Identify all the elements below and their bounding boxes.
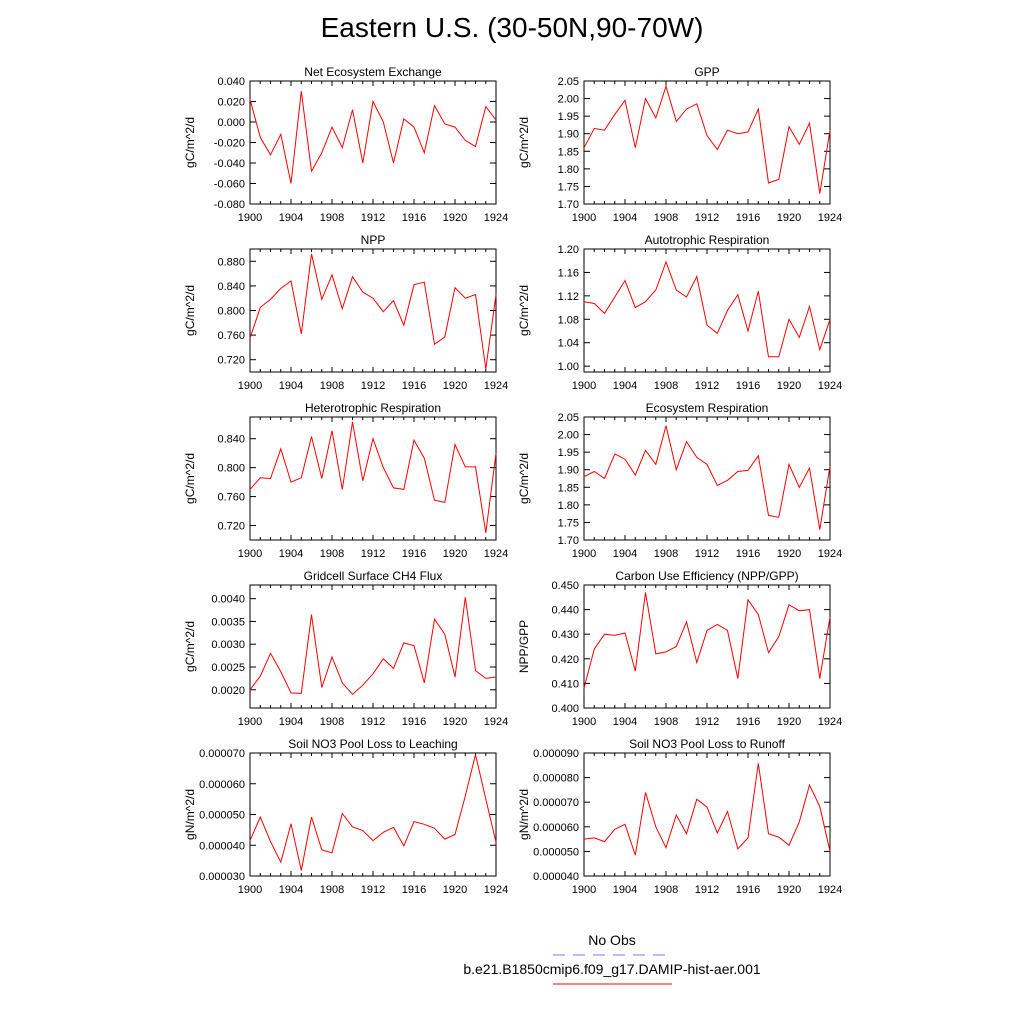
panel-8-title: Carbon Use Efficiency (NPP/GPP) <box>615 569 799 583</box>
panel-1-ytick-label: -0.040 <box>213 158 245 170</box>
panel-3-title: NPP <box>360 233 386 247</box>
panel-3-ytick-label: 0.880 <box>217 256 245 269</box>
panel-5-ylabel: gC/m^2/d <box>183 453 197 504</box>
panel-8-xtick-label: 1900 <box>571 716 597 728</box>
panel-6-xtick-label: 1912 <box>694 548 720 560</box>
panel-3-ylabel: gC/m^2/d <box>183 285 197 336</box>
panel-8-xtick-label: 1916 <box>735 716 761 728</box>
panel-8-ytick-label: 0.430 <box>551 629 579 642</box>
panel-10-ytick-label: 0.000060 <box>533 821 579 834</box>
panel-1-xtick-label: 1904 <box>278 212 304 224</box>
main-title: Eastern U.S. (30-50N,90-70W) <box>320 12 704 43</box>
panel-7-ytick-label: 0.0030 <box>211 639 245 652</box>
panel-2-ytick-label: 1.90 <box>557 128 579 141</box>
panel-7-ytick-label: 0.0020 <box>211 684 245 697</box>
panel-3-xtick-label: 1924 <box>483 380 509 392</box>
panel-5-xtick-label: 1924 <box>483 548 509 560</box>
panel-7-ytick-label: 0.0025 <box>211 662 245 674</box>
panel-1-xtick-label: 1908 <box>319 212 345 224</box>
panel-9-ytick-label: 0.000040 <box>199 840 245 853</box>
panel-1-ytick-label: 0.000 <box>217 117 245 129</box>
panel-7-ytick-label: 0.0040 <box>211 593 245 606</box>
panel-9-ylabel: gN/m^2/d <box>183 789 197 840</box>
panel-2-ytick-label: 1.85 <box>557 146 579 159</box>
panel-8-ytick-label: 0.440 <box>551 604 579 617</box>
panel-10-title: Soil NO3 Pool Loss to Runoff <box>629 737 785 751</box>
panel-9-ytick-label: 0.000050 <box>199 809 245 822</box>
panel-1-ytick-label: 0.040 <box>217 76 245 88</box>
panel-2-ytick-label: 1.70 <box>557 199 579 211</box>
panel-4-xtick-label: 1904 <box>612 380 638 392</box>
panel-4-xtick-label: 1920 <box>776 380 802 392</box>
panel-5-ytick-label: 0.720 <box>217 520 245 533</box>
panel-1-xtick-label: 1920 <box>442 212 468 224</box>
panel-3-xtick-label: 1900 <box>237 380 263 392</box>
panel-10-ylabel: gN/m^2/d <box>517 789 531 840</box>
panel-2-xtick-label: 1916 <box>735 212 761 224</box>
panel-1-ytick-label: -0.020 <box>213 137 245 150</box>
panel-10-ytick-label: 0.000090 <box>533 748 579 760</box>
panel-10-ytick-label: 0.000070 <box>533 797 579 810</box>
panel-4-xtick-label: 1912 <box>694 380 720 392</box>
panel-3-xtick-label: 1920 <box>442 380 468 392</box>
panel-4-ytick-label: 1.04 <box>557 337 579 350</box>
panel-9-xtick-label: 1900 <box>237 884 263 896</box>
panel-1-title: Net Ecosystem Exchange <box>304 65 442 79</box>
panel-9-xtick-label: 1920 <box>442 884 468 896</box>
panel-7-xtick-label: 1912 <box>360 716 386 728</box>
panel-2-xtick-label: 1924 <box>817 212 843 224</box>
panel-5-xtick-label: 1912 <box>360 548 386 560</box>
panel-5-xtick-label: 1920 <box>442 548 468 560</box>
panel-4-ytick-label: 1.00 <box>557 361 579 374</box>
panel-4-xtick-label: 1908 <box>653 380 679 392</box>
panel-3-ytick-label: 0.720 <box>217 354 245 367</box>
panel-1-ylabel: gC/m^2/d <box>183 117 197 168</box>
panel-5-title: Heterotrophic Respiration <box>304 401 442 415</box>
panel-10-ytick-label: 0.000080 <box>533 772 579 785</box>
panel-10-xtick-label: 1908 <box>653 884 679 896</box>
panel-9-xtick-label: 1912 <box>360 884 386 896</box>
panel-10-xtick-label: 1904 <box>612 884 638 896</box>
panel-3-xtick-label: 1904 <box>278 380 304 392</box>
panel-8-xtick-label: 1904 <box>612 716 638 728</box>
panel-1-xtick-label: 1916 <box>401 212 427 224</box>
panel-10-xtick-label: 1900 <box>571 884 597 896</box>
panel-2-ytick-label: 1.80 <box>557 163 579 176</box>
panel-8-xtick-label: 1924 <box>817 716 843 728</box>
panel-4-xtick-label: 1900 <box>571 380 597 392</box>
panel-6-title: Ecosystem Respiration <box>645 401 769 415</box>
panel-8-ytick-label: 0.410 <box>551 678 579 691</box>
panel-4-xtick-label: 1916 <box>735 380 761 392</box>
panel-9-xtick-label: 1904 <box>278 884 304 896</box>
panel-1-xtick-label: 1900 <box>237 212 263 224</box>
panel-3-ytick-label: 0.760 <box>217 330 245 343</box>
panel-5-xtick-label: 1900 <box>237 548 263 560</box>
panel-8-xtick-label: 1908 <box>653 716 679 728</box>
obs-legend-label: No Obs <box>588 932 636 948</box>
panel-2-ytick-label: 2.00 <box>557 93 579 106</box>
panel-3-xtick-label: 1916 <box>401 380 427 392</box>
panel-2-ytick-label: 2.05 <box>557 76 579 88</box>
panel-9-ytick-label: 0.000060 <box>199 778 245 791</box>
panel-6-ytick-label: 2.05 <box>557 412 579 424</box>
panel-6-ytick-label: 1.70 <box>557 535 579 547</box>
panel-8-xtick-label: 1912 <box>694 716 720 728</box>
panel-10-xtick-label: 1916 <box>735 884 761 896</box>
panel-1-ytick-label: -0.080 <box>213 199 245 211</box>
panel-6-ytick-label: 1.80 <box>557 499 579 512</box>
panel-2-ytick-label: 1.75 <box>557 181 579 194</box>
panel-7-xtick-label: 1900 <box>237 716 263 728</box>
panel-6-ytick-label: 1.75 <box>557 517 579 530</box>
panel-2-xtick-label: 1920 <box>776 212 802 224</box>
panel-5-xtick-label: 1908 <box>319 548 345 560</box>
panel-7-title: Gridcell Surface CH4 Flux <box>303 569 443 583</box>
panel-6-xtick-label: 1916 <box>735 548 761 560</box>
panel-4-ylabel: gC/m^2/d <box>517 285 531 336</box>
panel-7-xtick-label: 1916 <box>401 716 427 728</box>
panel-4-ytick-label: 1.16 <box>557 267 579 280</box>
panel-4-ytick-label: 1.20 <box>557 244 579 256</box>
panel-7-xtick-label: 1908 <box>319 716 345 728</box>
panel-2-ytick-label: 1.95 <box>557 111 579 124</box>
panel-6-ylabel: gC/m^2/d <box>517 453 531 504</box>
panel-10-xtick-label: 1912 <box>694 884 720 896</box>
panel-6-xtick-label: 1908 <box>653 548 679 560</box>
panel-9-xtick-label: 1908 <box>319 884 345 896</box>
panel-8-ytick-label: 0.400 <box>551 703 579 715</box>
panel-2-xtick-label: 1912 <box>694 212 720 224</box>
panel-8-xtick-label: 1920 <box>776 716 802 728</box>
panel-3-ytick-label: 0.800 <box>217 305 245 318</box>
model-legend-label: b.e21.B1850cmip6.f09_g17.DAMIP-hist-aer.001 <box>463 961 761 977</box>
panel-9-ytick-label: 0.000070 <box>199 748 245 760</box>
panel-8-ytick-label: 0.450 <box>551 580 579 592</box>
panel-1-xtick-label: 1924 <box>483 212 509 224</box>
panel-2-xtick-label: 1908 <box>653 212 679 224</box>
panel-6-ytick-label: 1.95 <box>557 447 579 460</box>
panel-5-ytick-label: 0.840 <box>217 433 245 446</box>
panel-9-title: Soil NO3 Pool Loss to Leaching <box>288 737 458 751</box>
panel-7-xtick-label: 1904 <box>278 716 304 728</box>
panel-7-xtick-label: 1920 <box>442 716 468 728</box>
panel-6-xtick-label: 1904 <box>612 548 638 560</box>
panel-2-ylabel: gC/m^2/d <box>517 117 531 168</box>
panel-7-xtick-label: 1924 <box>483 716 509 728</box>
panel-6-ytick-label: 2.00 <box>557 429 579 442</box>
panel-4-xtick-label: 1924 <box>817 380 843 392</box>
panel-3-xtick-label: 1912 <box>360 380 386 392</box>
panel-3-ytick-label: 0.840 <box>217 280 245 293</box>
panel-1-ytick-label: -0.060 <box>213 178 245 191</box>
panel-9-xtick-label: 1924 <box>483 884 509 896</box>
panel-10-xtick-label: 1924 <box>817 884 843 896</box>
panel-5-xtick-label: 1916 <box>401 548 427 560</box>
panel-4-ytick-label: 1.08 <box>557 314 579 327</box>
panel-1-xtick-label: 1912 <box>360 212 386 224</box>
panel-10-ytick-label: 0.000040 <box>533 871 579 883</box>
panel-2-xtick-label: 1904 <box>612 212 638 224</box>
panel-5-xtick-label: 1904 <box>278 548 304 560</box>
panel-5-ytick-label: 0.760 <box>217 491 245 504</box>
panel-5-ytick-label: 0.800 <box>217 462 245 475</box>
panel-4-title: Autotrophic Respiration <box>644 233 770 247</box>
panel-6-xtick-label: 1924 <box>817 548 843 560</box>
panel-8-ytick-label: 0.420 <box>551 653 579 666</box>
panel-6-ytick-label: 1.90 <box>557 464 579 477</box>
panel-9-xtick-label: 1916 <box>401 884 427 896</box>
panel-6-xtick-label: 1920 <box>776 548 802 560</box>
panel-6-ytick-label: 1.85 <box>557 482 579 495</box>
panel-7-ytick-label: 0.0035 <box>211 616 245 629</box>
panel-10-xtick-label: 1920 <box>776 884 802 896</box>
panel-9-ytick-label: 0.000030 <box>199 871 245 883</box>
panel-6-xtick-label: 1900 <box>571 548 597 560</box>
panel-3-xtick-label: 1908 <box>319 380 345 392</box>
panel-4-ytick-label: 1.12 <box>557 290 579 303</box>
panel-2-xtick-label: 1900 <box>571 212 597 224</box>
panel-1-ytick-label: 0.020 <box>217 96 245 109</box>
panel-10-ytick-label: 0.000050 <box>533 846 579 859</box>
panel-7-ylabel: gC/m^2/d <box>183 621 197 672</box>
panel-8-ylabel: NPP/GPP <box>517 619 531 674</box>
panel-2-title: GPP <box>694 65 720 79</box>
